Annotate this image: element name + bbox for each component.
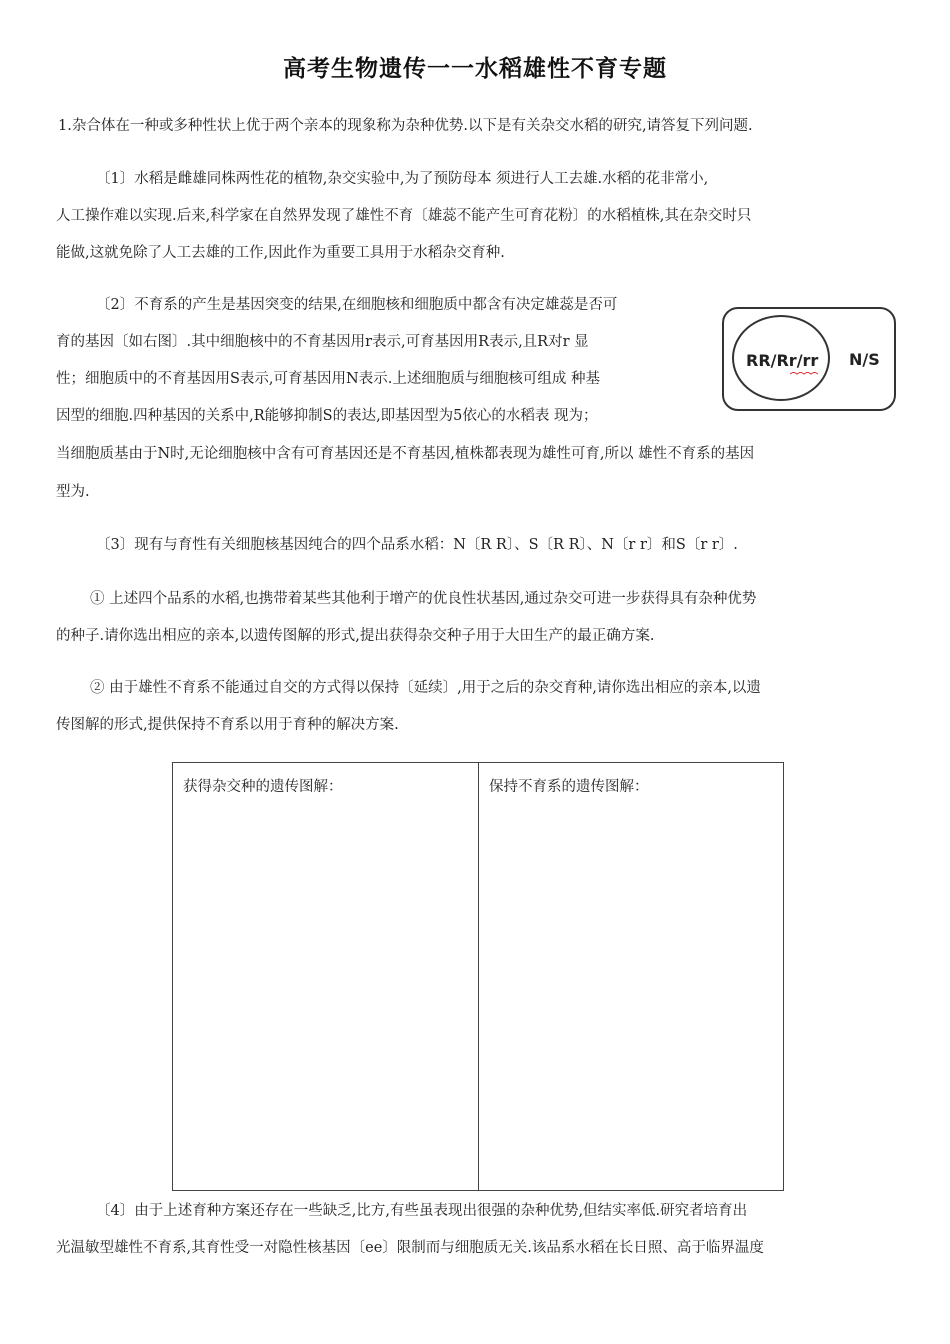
part-2-line: 〔2〕不育系的产生是基因突变的结果,在细胞核和细胞质中都含有决定雄蕊是否可 — [96, 297, 618, 313]
page-title: 高考生物遗传一一水稻雄性不育专题 — [283, 56, 667, 82]
answer-box-label: 保持不育系的遗传图解： — [489, 779, 649, 795]
answer-box-hybrid-seed[interactable] — [172, 762, 479, 1191]
part-4-line: 光温敏型雄性不育系,其育性受一对隐性核基因〔ee〕限制而与细胞质无关.该品系水稻在长日照、高于临界温度 — [56, 1240, 764, 1256]
nucleus-genotype-label: RR/Rr/rr — [746, 351, 819, 370]
cytoplasm-genotype-label: N/S — [849, 350, 880, 369]
cell-diagram — [722, 307, 896, 411]
part-2-line: 当细胞质基由于N时,无论细胞核中含有可育基因还是不育基因,植株都表现为雄性可育,所以 雄性不育系的基因 — [56, 446, 755, 462]
sub-question-1-line: 的种子.请你选出相应的亲本,以遗传图解的形式,提出获得杂交种子用于大田生产的最正确方案. — [56, 628, 655, 644]
spellcheck-underline — [790, 372, 818, 376]
answer-box-maintain-sterile-line[interactable] — [478, 762, 784, 1191]
part-3-line: 〔3〕现有与育性有关细胞核基因纯合的四个品系水稻：N〔R R〕、S〔R R〕、N〔r r〕和S〔r r〕. — [96, 537, 738, 553]
part-2-line: 型为. — [56, 484, 90, 500]
part-1-line: 人工操作难以实现.后来,科学家在自然界发现了雄性不育〔雄蕊不能产生可育花粉〕的水稻植株,其在杂交时只 — [56, 208, 752, 224]
sub-question-2-line: 传图解的形式,提供保持不育系以用于育种的解决方案. — [56, 717, 399, 733]
sub-question-2-line: ② 由于雄性不育系不能通过自交的方式得以保持〔延续〕,用于之后的杂交育种,请你选出相应的亲本,以遗 — [90, 680, 761, 696]
part-1-line: 〔1〕水稻是雌雄同株两性花的植物,杂交实验中,为了预防母本 须进行人工去雄.水稻的花非常小, — [96, 171, 709, 187]
part-2-line: 性；细胞质中的不育基因用S表示,可育基因用N表示.上述细胞质与细胞核可组成 种基 — [56, 371, 600, 387]
part-2-line: 育的基因〔如右图〕.其中细胞核中的不育基因用r表示,可育基因用R表示,且R对r 显 — [56, 334, 589, 350]
question-1-intro: 1.杂合体在一种或多种性状上优于两个亲本的现象称为杂种优势.以下是有关杂交水稻的研究,请答复下列问题. — [58, 118, 753, 134]
part-4-line: 〔4〕由于上述育种方案还存在一些缺乏,比方,有些虽表现出很强的杂种优势,但结实率低.研究者培育出 — [96, 1203, 748, 1219]
part-2-line: 因型的细胞.四种基因的关系中,R能够抑制S的表达,即基因型为5依心的水稻表 现为； — [56, 408, 598, 424]
sub-question-1-line: ① 上述四个品系的水稻,也携带着某些其他利于增产的优良性状基因,通过杂交可进一步获得具有杂种优势 — [90, 591, 757, 607]
answer-box-label: 获得杂交种的遗传图解： — [183, 779, 343, 795]
part-1-line: 能做,这就免除了人工去雄的工作,因此作为重要工具用于水稻杂交育种. — [56, 245, 505, 261]
nucleus-circle — [732, 315, 830, 401]
